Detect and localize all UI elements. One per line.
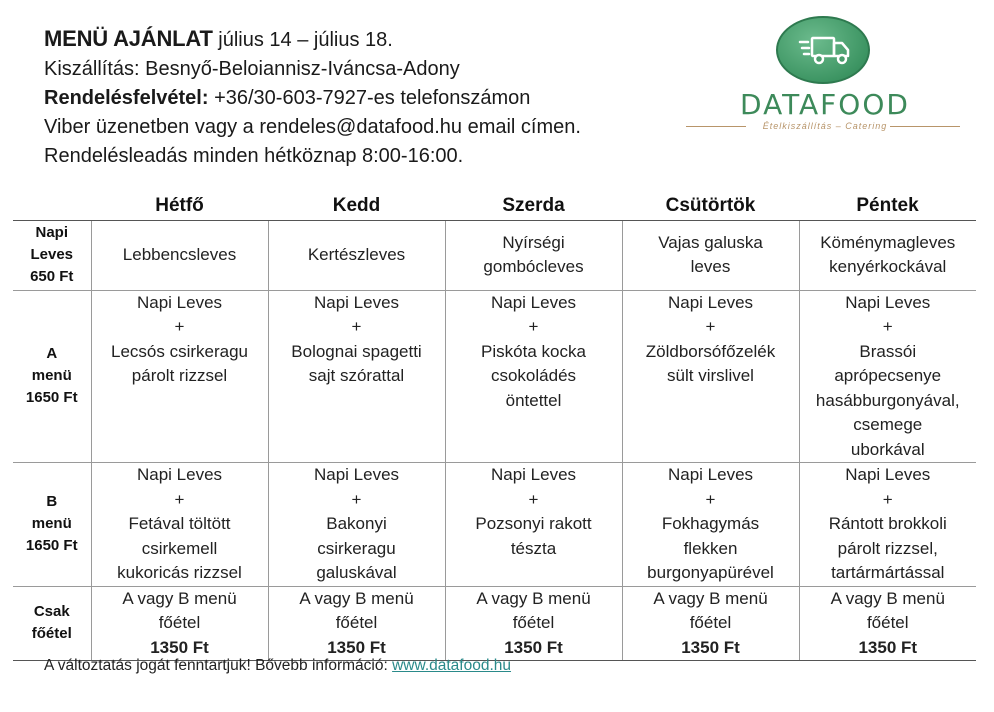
dish-line: kukoricás rizzsel — [117, 563, 242, 582]
main-only-text: A vagy B menü — [122, 588, 237, 608]
order-label: Rendelésfelvétel: — [44, 87, 209, 109]
dish-line: Napi Leves — [845, 292, 931, 312]
dish-line: uborkával — [850, 439, 925, 459]
viber-line: Viber üzenetben vagy a rendeles@datafood.hu email címen. — [44, 116, 581, 138]
dish-line: Nyírségi — [502, 232, 565, 252]
main-only-text: főétel — [866, 613, 909, 632]
dish-line: + — [174, 317, 185, 336]
menu-cell-0 — [91, 290, 268, 463]
corner-cell — [13, 193, 91, 220]
price: 1350 Ft — [681, 637, 740, 657]
menu-cell-2 — [445, 290, 622, 463]
dish-line: + — [528, 489, 539, 509]
row-label-line: főétel — [31, 625, 72, 643]
dish-line: + — [705, 317, 716, 336]
dish-line: párolt rizzsel — [131, 366, 228, 385]
logo-circle — [776, 16, 870, 84]
main-only-text: A vagy B menü — [830, 588, 945, 608]
dish-line: öntettel — [505, 390, 562, 410]
row-label-line: Leves — [30, 246, 74, 263]
dish-line: aprópecsenye — [834, 366, 942, 385]
menu-cell-1 — [268, 463, 445, 587]
dish-line: tészta — [510, 538, 557, 558]
title-line — [44, 24, 581, 55]
dish-line: Bolognai spagetti — [291, 341, 422, 361]
dish-line: Zöldborsófőzelék — [645, 341, 776, 361]
main-only-text: főétel — [335, 613, 378, 632]
dish-line: Brassói — [859, 341, 917, 361]
dish-line: Fetával töltött — [128, 514, 231, 533]
row-label — [13, 290, 91, 463]
dish-line: Pozsonyi rakott — [475, 514, 592, 533]
dish-line: Bakonyi — [326, 514, 387, 533]
dish-line: Fokhagymás — [661, 514, 760, 533]
menu-cell-3 — [622, 586, 799, 661]
dish-line: + — [705, 489, 716, 509]
dish-line: Lecsós csirkeragu — [110, 341, 248, 361]
row-label-line: menü — [31, 367, 72, 385]
dish-line: gombócleves — [483, 257, 584, 276]
dish-line: Napi Leves — [667, 292, 754, 312]
order-line — [44, 84, 581, 113]
row-label-line: B — [46, 493, 58, 511]
dish-line: Napi Leves — [313, 292, 400, 312]
row-label — [13, 220, 91, 290]
price: 1350 Ft — [504, 637, 563, 657]
dish-line: Kertészleves — [307, 244, 406, 264]
menu-cell-0 — [91, 220, 268, 290]
dish-line: tartármártással — [831, 563, 945, 582]
dish-line: hasábburgonyával, — [815, 390, 960, 410]
dish-line: Napi Leves — [845, 465, 931, 484]
menu-cell-1 — [268, 586, 445, 661]
menu-cell-4 — [799, 290, 976, 463]
logo-divider-right — [890, 126, 960, 127]
dish-line: + — [351, 489, 362, 509]
dish-line: burgonyapürével — [647, 563, 774, 582]
day-header: Hétfő — [91, 193, 268, 220]
main-only-text: A vagy B menü — [653, 588, 768, 608]
menu-cell-3 — [622, 290, 799, 463]
row-label — [13, 463, 91, 587]
hours-line: Rendelésleadás minden hétköznap 8:00-16:00. — [44, 145, 464, 167]
dish-line: Lebbencsleves — [122, 244, 237, 264]
menu-table — [13, 193, 976, 661]
dish-line: csirkemell — [141, 538, 218, 558]
dish-line: Napi Leves — [667, 465, 754, 484]
dish-line: Vajas galuska — [658, 232, 763, 252]
dish-line: + — [882, 317, 893, 336]
dish-line: Piskóta kocka — [481, 341, 586, 361]
row-label-line: A — [46, 345, 58, 363]
menu-cell-0 — [91, 463, 268, 587]
menu-cell-1 — [268, 220, 445, 290]
menu-cell-3 — [622, 220, 799, 290]
delivery-line: Kiszállítás: Besnyő-Beloiannisz-Iváncsa-Adony — [44, 58, 460, 80]
header — [44, 24, 581, 171]
row-label-line: 650 Ft — [30, 268, 74, 285]
dish-line: Napi Leves — [136, 292, 223, 312]
menu-cell-4 — [799, 463, 976, 587]
website-link[interactable]: www.datafood.hu — [392, 657, 512, 674]
dish-line: Napi Leves — [490, 292, 577, 312]
menu-cell-2 — [445, 586, 622, 661]
menu-cell-2 — [445, 220, 622, 290]
dish-line: Köménymagleves — [820, 232, 956, 252]
row-label-line: Napi — [35, 224, 68, 241]
dish-line: csemege — [853, 415, 923, 434]
day-header: Csütörtök — [622, 193, 799, 220]
menu-cell-0 — [91, 586, 268, 661]
logo-tagline: Ételkiszállítás – Catering — [762, 121, 888, 131]
dish-line: Napi Leves — [490, 465, 577, 484]
dish-line: Napi Leves — [313, 465, 400, 484]
price: 1350 Ft — [150, 637, 209, 657]
menu-cell-2 — [445, 463, 622, 587]
soup-row — [13, 220, 976, 290]
price: 1350 Ft — [327, 637, 386, 657]
dish-line: flekken — [683, 538, 738, 558]
menu-cell-3 — [622, 463, 799, 587]
order-phone: +36/30-603-7927-es telefonszámon — [208, 87, 531, 109]
main-only-text: A vagy B menü — [476, 588, 591, 608]
price: 1350 Ft — [858, 637, 918, 657]
day-header: Péntek — [799, 193, 976, 220]
day-header: Kedd — [268, 193, 445, 220]
footer-text: A változtatás jogát fenntartjuk! Bővebb információ: — [44, 657, 393, 674]
dish-line: + — [528, 317, 539, 336]
dish-line: sült virslivel — [667, 366, 754, 385]
dish-line: párolt rizzsel, — [837, 538, 938, 558]
footer — [44, 657, 511, 675]
day-header: Szerda — [445, 193, 622, 220]
dish-line: Rántott brokkoli — [828, 514, 947, 533]
menu-cell-1 — [268, 290, 445, 463]
menu-cell-4 — [799, 220, 976, 290]
row-label-line: menü — [31, 515, 72, 533]
dish-line: Napi Leves — [136, 465, 223, 484]
page-title: MENÜ AJÁNLAT — [44, 26, 213, 51]
dish-line: kenyérkockával — [829, 257, 947, 276]
row-label-line: 1650 Ft — [25, 537, 78, 555]
datafood-logo — [684, 14, 966, 134]
dish-line: leves — [690, 257, 731, 276]
dish-line: csokoládés — [490, 366, 577, 385]
logo-brand: DATAFOOD — [740, 88, 910, 121]
menu-a-row — [13, 290, 976, 463]
row-label-line: Csak — [33, 603, 70, 621]
dish-line: + — [351, 317, 362, 336]
dish-line: csirkeragu — [317, 538, 396, 558]
dish-line: + — [174, 489, 185, 509]
main-only-text: A vagy B menü — [299, 588, 414, 608]
main-only-row — [13, 586, 976, 661]
dish-line: sajt szórattal — [308, 366, 405, 385]
date-range: július 14 – július 18. — [212, 29, 393, 51]
main-only-text: főétel — [689, 613, 732, 632]
row-label-line: 1650 Ft — [25, 389, 78, 407]
row-label — [13, 586, 91, 661]
delivery-truck-icon — [798, 32, 854, 70]
day-header-row — [13, 193, 976, 220]
dish-line: + — [882, 489, 893, 509]
menu-b-row — [13, 463, 976, 587]
main-only-text: főétel — [158, 613, 201, 632]
dish-line: galuskával — [316, 563, 397, 582]
main-only-text: főétel — [512, 613, 555, 632]
menu-cell-4 — [799, 586, 976, 661]
